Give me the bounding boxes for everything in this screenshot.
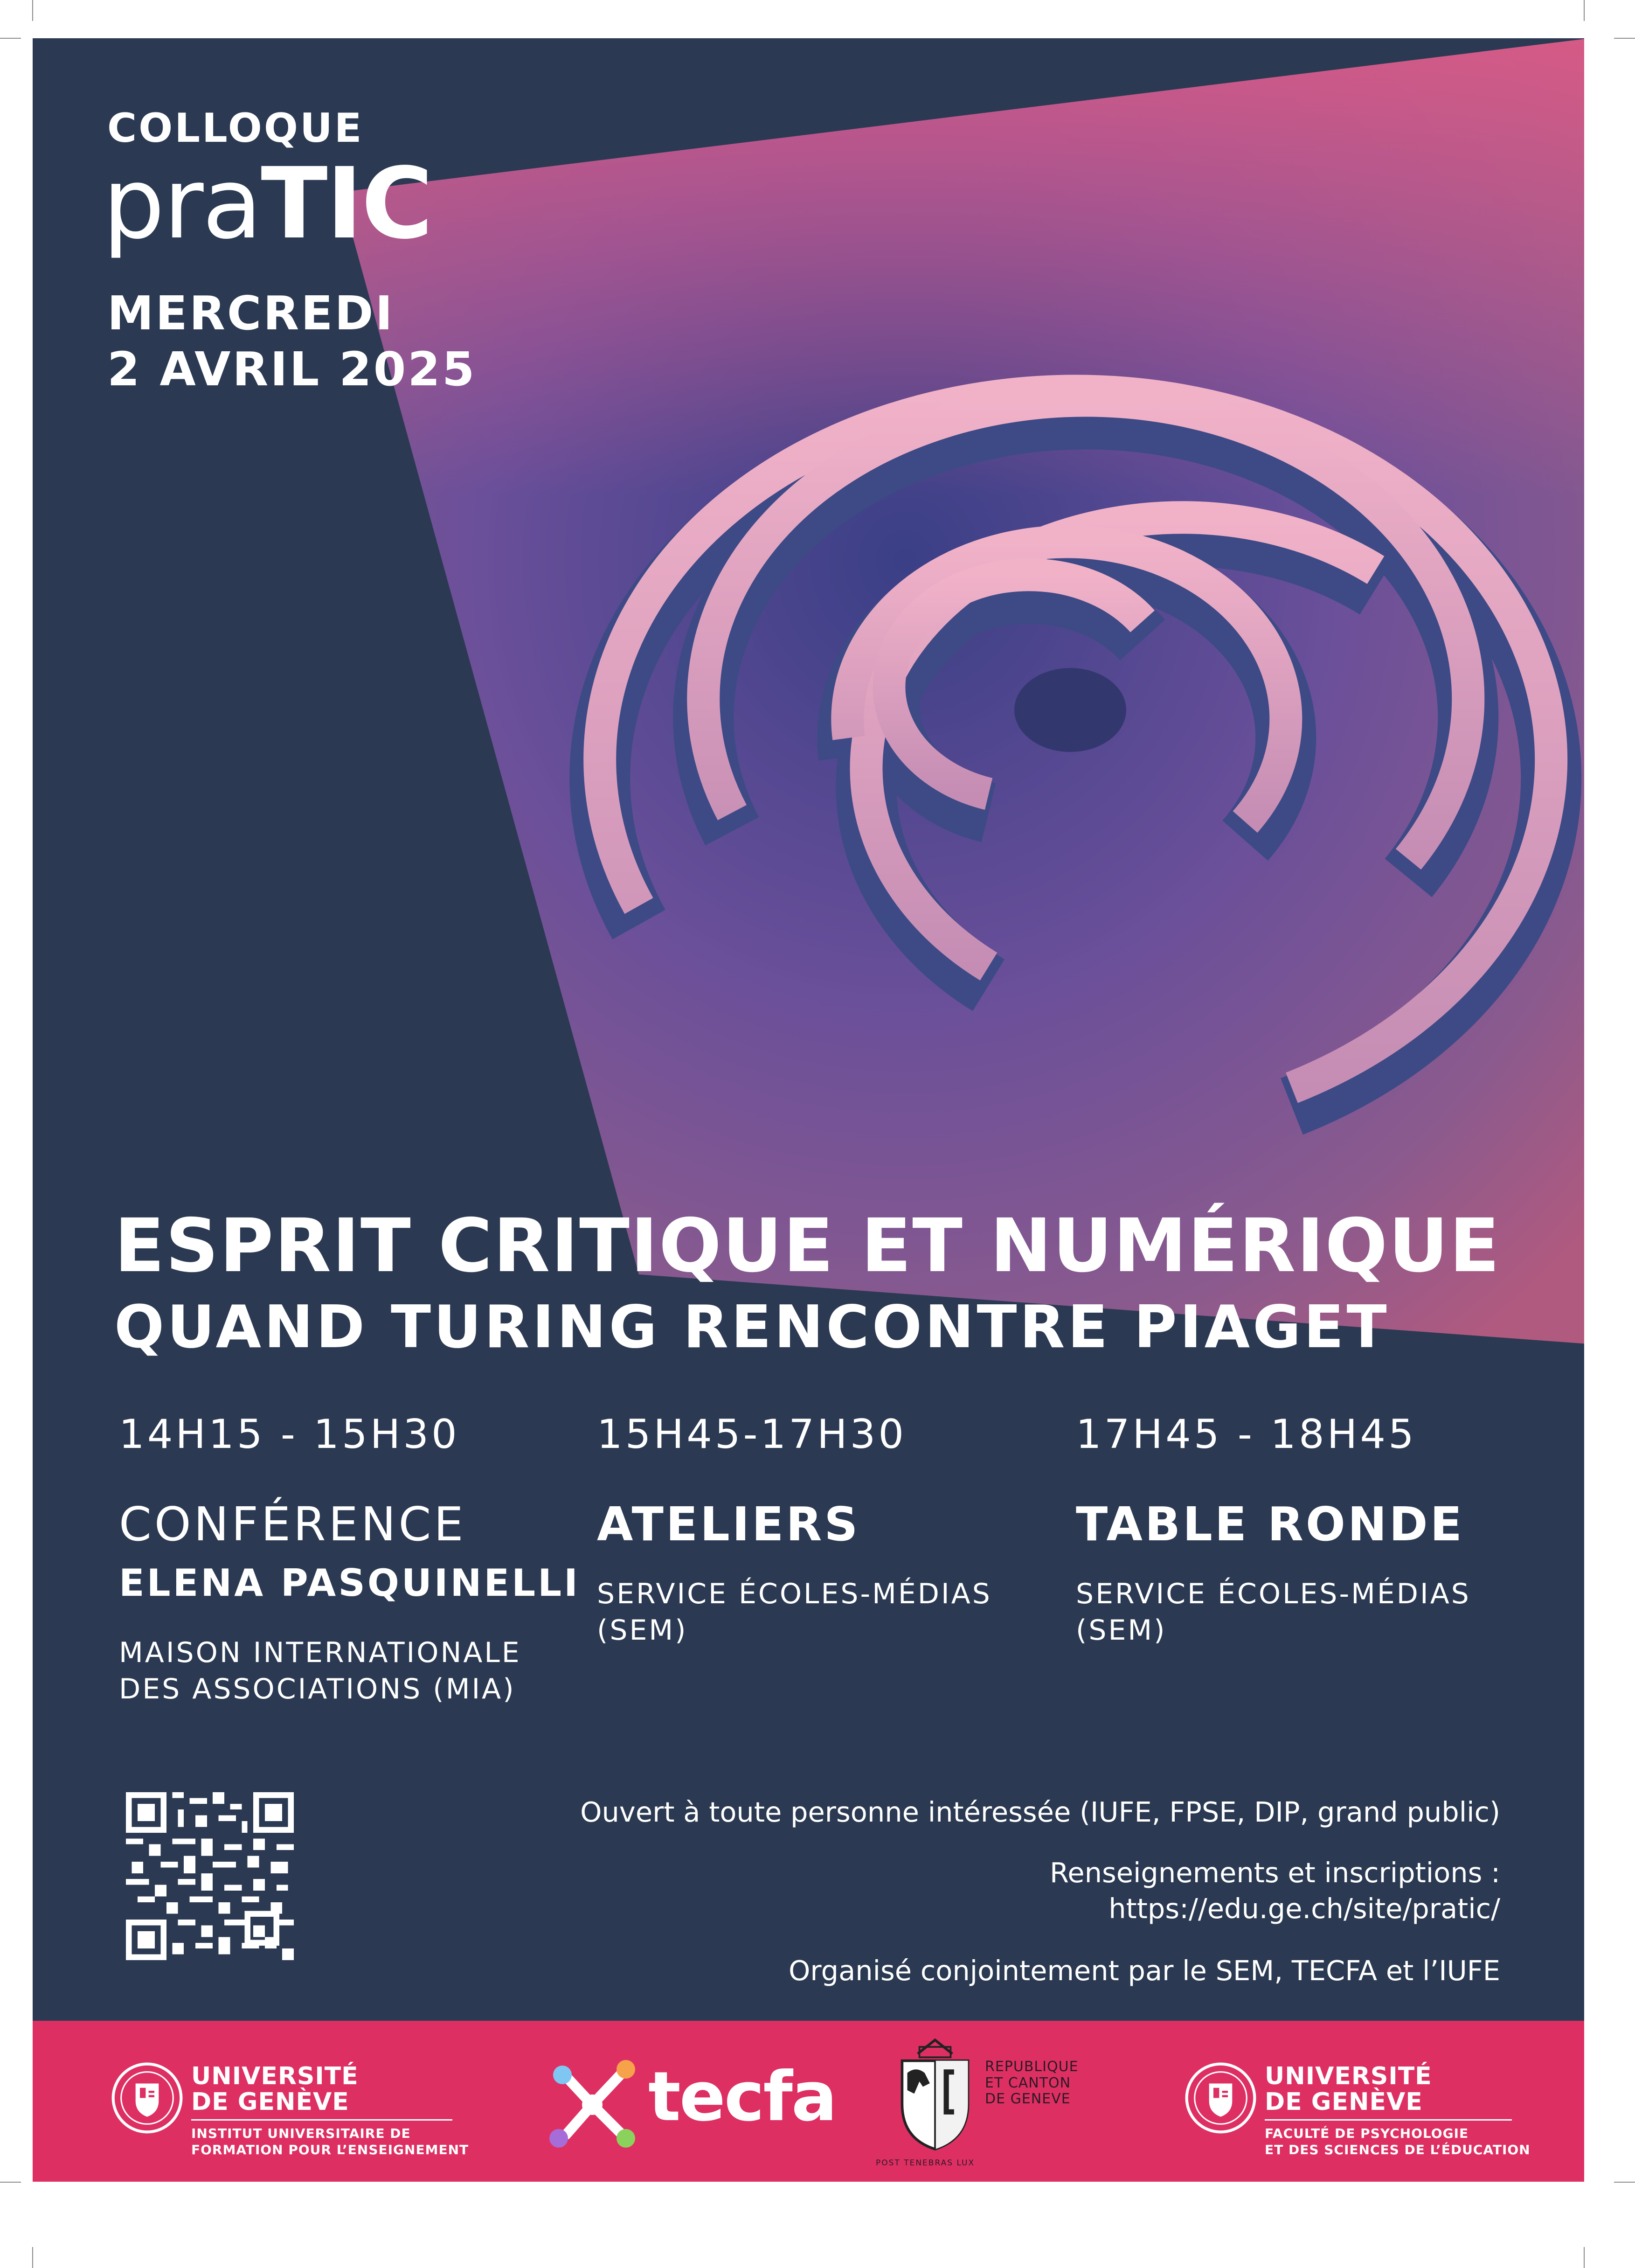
partners-footer xyxy=(33,2021,1584,2182)
session-label: CONFÉRENCE xyxy=(119,1497,466,1551)
session-place-line: (SEM) xyxy=(597,1614,688,1647)
pratic-light: pra xyxy=(103,146,261,261)
tecfa-molecule-icon xyxy=(546,2058,639,2151)
geneve-name xyxy=(985,2059,1079,2108)
crop-mark xyxy=(1614,2182,1635,2183)
unige-iufe-logo xyxy=(191,2064,469,2158)
crop-mark xyxy=(32,0,33,21)
session-table-ronde xyxy=(1076,1411,1542,1649)
session-time: 17H45 - 18H45 xyxy=(1076,1411,1417,1458)
pratic-bold: TIC xyxy=(261,146,432,261)
session-label: TABLE RONDE xyxy=(1076,1497,1464,1551)
session-place xyxy=(597,1576,1063,1649)
event-date: 2 AVRIL 2025 xyxy=(107,342,477,397)
organizers-text: Organisé conjointement par le SEM, TECFA et l’IUFE xyxy=(788,1955,1500,1987)
divider xyxy=(191,2119,452,2121)
audience-text: Ouvert à toute personne intéressée (IUFE, FPSE, DIP, grand public) xyxy=(580,1796,1500,1828)
crop-mark xyxy=(32,2247,33,2268)
session-time: 15H45-17H30 xyxy=(597,1411,907,1458)
unige-name-line: DE GENÈVE xyxy=(191,2087,349,2116)
geneve-name-line: DE GENEVE xyxy=(985,2091,1071,2107)
session-label: ATELIERS xyxy=(597,1497,860,1551)
session-conference xyxy=(119,1411,585,1707)
session-place xyxy=(119,1635,585,1707)
divider xyxy=(1265,2119,1512,2121)
pratic-logo xyxy=(103,146,432,261)
unige-institute-line: FACULTÉ DE PSYCHOLOGIE xyxy=(1265,2126,1469,2142)
unige-institute-line: FORMATION POUR L’ENSEIGNEMENT xyxy=(191,2142,469,2158)
unige-institute-line: INSTITUT UNIVERSITAIRE DE xyxy=(191,2126,411,2142)
geneve-motto: POST TENEBRAS LUX xyxy=(876,2158,975,2168)
session-time: 14H15 - 15H30 xyxy=(119,1411,460,1458)
labyrinth-illustration xyxy=(312,38,1584,1391)
session-place-line: SERVICE ÉCOLES-MÉDIAS xyxy=(597,1578,992,1610)
geneva-coat-of-arms-icon xyxy=(891,2035,979,2156)
geneve-name-line: REPUBLIQUE xyxy=(985,2059,1079,2075)
session-place xyxy=(1076,1576,1542,1649)
registration-link[interactable]: https://edu.ge.ch/site/pratic/ xyxy=(1108,1892,1500,1925)
session-place-line: SERVICE ÉCOLES-MÉDIAS xyxy=(1076,1578,1471,1610)
unige-name-line: UNIVERSITÉ xyxy=(1265,2062,1432,2090)
session-speaker: ELENA PASQUINELLI xyxy=(119,1561,580,1605)
main-title: ESPRIT CRITIQUE ET NUMÉRIQUE xyxy=(114,1203,1501,1289)
crop-mark xyxy=(1614,38,1635,39)
crop-mark xyxy=(0,2182,21,2183)
session-ateliers xyxy=(597,1411,1063,1649)
unige-name-line: UNIVERSITÉ xyxy=(191,2062,359,2090)
registration-label: Renseignements et inscriptions : xyxy=(1049,1857,1500,1889)
event-weekday: MERCREDI xyxy=(107,286,395,341)
session-place-line: MAISON INTERNATIONALE xyxy=(119,1636,521,1669)
geneve-name-line: ET CANTON xyxy=(985,2074,1071,2091)
unige-seal-icon xyxy=(1185,2062,1257,2134)
crop-mark xyxy=(1584,2247,1585,2268)
unige-name-line: DE GENÈVE xyxy=(1265,2087,1423,2116)
colloque-label: COLLOQUE xyxy=(107,105,364,152)
unige-institute-line: ET DES SCIENCES DE L’ÉDUCATION xyxy=(1265,2142,1531,2158)
unige-fpse-logo xyxy=(1265,2064,1531,2158)
unige-seal-icon xyxy=(111,2062,183,2134)
poster xyxy=(33,38,1584,2021)
qr-code-icon[interactable] xyxy=(126,1792,294,1960)
crop-mark xyxy=(1584,0,1585,21)
crop-mark xyxy=(0,38,21,39)
tecfa-wordmark: tecfa xyxy=(648,2057,836,2136)
subtitle: QUAND TURING RENCONTRE PIAGET xyxy=(114,1293,1390,1361)
session-place-line: DES ASSOCIATIONS (MIA) xyxy=(119,1673,516,1705)
session-place-line: (SEM) xyxy=(1076,1614,1167,1647)
